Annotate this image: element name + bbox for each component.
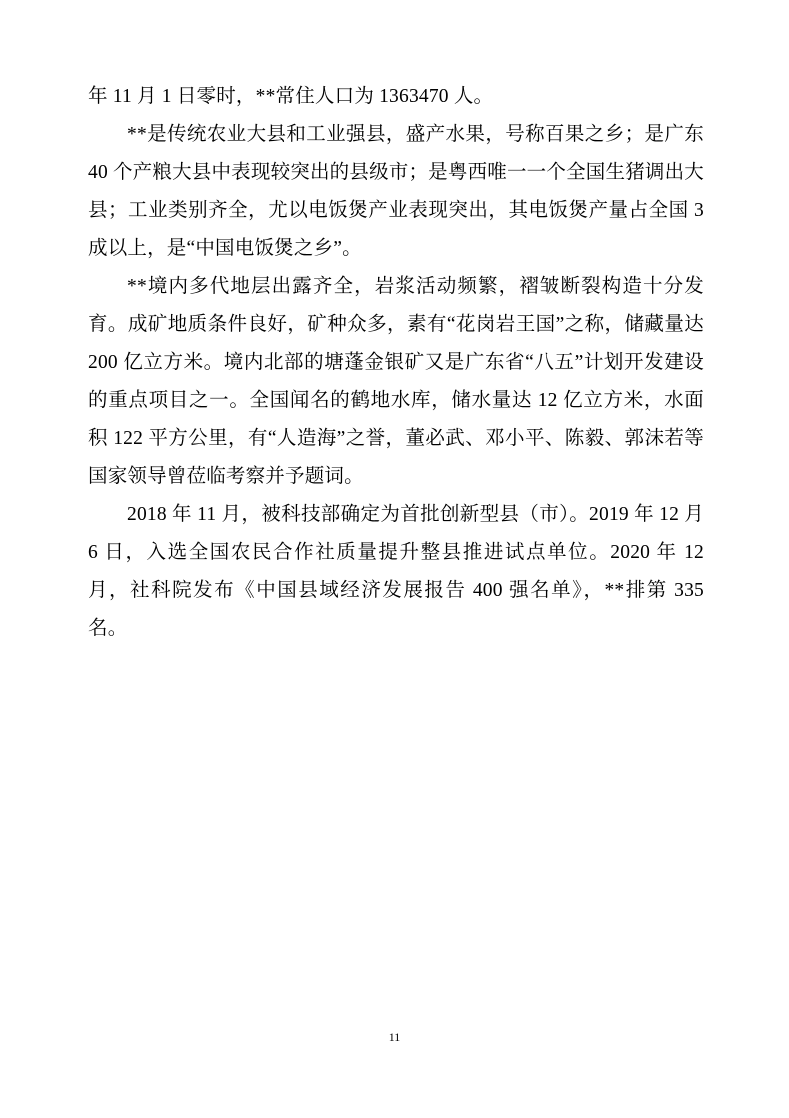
paragraph-geology: **境内多代地层出露齐全，岩浆活动频繁，褶皱断裂构造十分发育。成矿地质条件良好，矿种众多，素有“花岗岩王国”之称，储藏量达 200 亿立方米。境内北部的塘蓬金银矿又是广东省“八五”计划开发建设的重点项目之一。全国闻名的鹤地水库，储水量达 12 亿立方米，水面积 122 平方公里，有“人造海”之誉，董必武、邓小平、陈毅、郭沫若等国家领导曾莅临考察并予题词。 [88,276,704,487]
page-number: 11 [388,1030,401,1044]
paragraph-population: 年 11 月 1 日零时，**常住人口为 1363470 人。 [88,86,494,107]
paragraph-agriculture-industry: **是传统农业大县和工业强县，盛产水果，号称百果之乡；是广东 40 个产粮大县中表现较突出的县级市；是粤西唯一一个全国生猪调出大县；工业类别齐全，尤以电饭煲产业表现突出，其电饭煲产量占全国 3 成以上，是“中国电饭煲之乡”。 [88,124,704,259]
paragraph-awards: 2018 年 11 月，被科技部确定为首批创新型县（市）。2019 年 12 月 6 日，入选全国农民合作社质量提升整县推进试点单位。2020 年 12 月，社科院发布《中国县域经济发展报告 400 强名单》，**排第 335 名。 [88,504,704,639]
document-body [88,78,704,648]
